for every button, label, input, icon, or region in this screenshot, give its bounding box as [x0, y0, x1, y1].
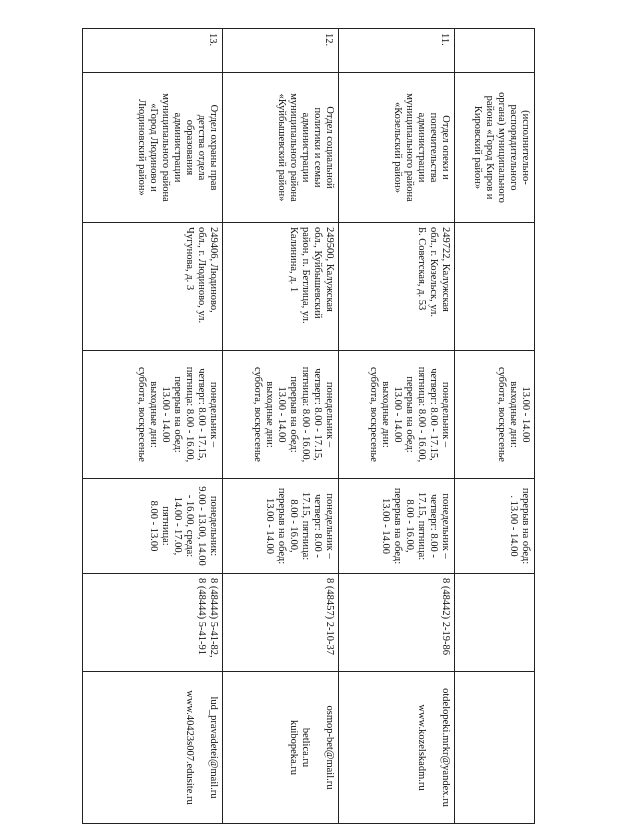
organization-name-line: образования — [184, 119, 195, 176]
working-hours-line: четверг: 8.00 - 17.15, — [196, 368, 207, 461]
cell-address — [83, 223, 223, 351]
working-hours-line: 13.00 - 14.00 — [276, 386, 287, 443]
organization-name-line: Людиновский район» — [136, 99, 147, 196]
email-website-line: www.kozelskadm.ru — [416, 704, 427, 791]
organization-name-line: Кировский район» — [472, 105, 483, 190]
organization-name-line: «Город Людиново и — [148, 103, 159, 192]
working-hours-line: 13.00 - 14.00 — [520, 386, 531, 443]
cell-phone — [223, 574, 339, 672]
working-hours-line: понедельник – — [324, 381, 335, 448]
cell-email-website — [223, 672, 339, 824]
organization-name-line: Отдел опеки и — [440, 115, 451, 180]
cell-reception-hours — [455, 479, 535, 574]
table-row — [223, 29, 339, 824]
reception-hours-line: 8.00 - 13.00 — [148, 500, 159, 552]
reception-hours-line: перерыв на обед: — [392, 487, 403, 565]
reception-hours-line: 17.15, пятница: — [416, 491, 427, 561]
reception-hours-line: . 13.00 - 14.00 — [508, 495, 519, 557]
email-website-line — [311, 676, 323, 819]
cell-organization-name — [223, 73, 339, 223]
working-hours-line: перерыв на обед: — [404, 376, 415, 453]
cell-organization-name — [83, 73, 223, 223]
reception-hours-line: понедельник: — [208, 495, 219, 557]
address-line: обл., Куйбышевский — [312, 227, 323, 319]
reception-hours-line: четверг: 8.00 - — [312, 494, 323, 558]
address-line: Калинина, д. 1 — [288, 227, 299, 293]
reception-hours-line: 13.00 - 14.00 — [264, 498, 275, 554]
email-website-line: kuibopeka.ru — [288, 719, 299, 776]
table-row — [339, 29, 455, 824]
phone-line: 8 (48442) 2-19-86 — [440, 578, 451, 655]
address-line: Чугунова, д. 3 — [184, 227, 195, 291]
organization-name-line: органа) муниципального — [496, 92, 507, 203]
organization-name-line: распорядительного — [508, 104, 519, 191]
working-hours-line: пятница: 8.00 - 16.00, — [184, 366, 195, 463]
working-hours-line: перерыв на обед: — [172, 376, 183, 453]
phone-line: 8 (48444) 5-41-91 — [196, 578, 207, 655]
reception-hours-line: пятница: — [160, 506, 171, 546]
email-website-line: betlica.ru — [300, 727, 311, 768]
row-number-text: 13. — [207, 33, 218, 47]
cell-organization-name — [455, 73, 535, 223]
working-hours-line: пятница: 8.00 - 16.00, — [416, 366, 427, 463]
reception-hours-line: 17.15, пятница: — [300, 491, 311, 561]
cell-row-number — [223, 29, 339, 73]
email-website-line — [195, 676, 207, 819]
reception-hours-line: понедельник – — [324, 493, 335, 559]
working-hours-line: суббота, воскресенье — [368, 367, 379, 462]
address-line: 249722, Калужская — [440, 227, 451, 312]
cell-address — [223, 223, 339, 351]
working-hours-line: выходные дни: — [148, 381, 159, 448]
reception-hours-line: понедельник – — [440, 493, 451, 559]
cell-phone — [339, 574, 455, 672]
cell-phone — [455, 574, 535, 672]
working-hours-line: суббота, воскресенье — [496, 367, 507, 462]
reception-hours-line: перерыв на обед: — [276, 487, 287, 565]
rotated-table-container — [83, 28, 535, 823]
address-line: Б. Советская, д. 53 — [416, 227, 427, 311]
working-hours-line: четверг: 8.00 - 17.15, — [312, 368, 323, 461]
cell-email-website — [83, 672, 223, 824]
organization-name-line: администрации — [416, 112, 427, 183]
organization-name-line: муниципального района — [288, 93, 299, 202]
table-row — [455, 29, 535, 824]
email-website-line: www.40423s007.edusite.ru — [184, 690, 195, 805]
working-hours-line: 13.00 - 14.00 — [392, 386, 403, 443]
cell-working-hours — [455, 351, 535, 479]
email-website-line: otdelopeki.mrkr@yandex.ru — [440, 688, 451, 807]
organization-name-line: муниципального района — [160, 93, 171, 202]
working-hours-line: суббота, воскресенье — [252, 367, 263, 462]
cell-email-website — [455, 672, 535, 824]
cell-working-hours — [223, 351, 339, 479]
reception-hours-line: - 16.00, среда: — [184, 494, 195, 558]
cell-reception-hours — [83, 479, 223, 574]
organization-name-line: попечительства — [428, 112, 439, 183]
cell-row-number — [455, 29, 535, 73]
guardianship-offices-table — [82, 28, 535, 824]
table-row — [83, 29, 223, 824]
address-line: обл., г. Людиново, ул. — [196, 227, 207, 324]
cell-row-number — [339, 29, 455, 73]
organization-name-line: Отдел социальной — [324, 106, 335, 189]
email-website-line: osmop-bet@mail.ru — [324, 705, 335, 790]
working-hours-line: понедельник – — [208, 381, 219, 448]
reception-hours-line: 9.00 - 13.00, 14.00 — [196, 486, 207, 566]
organization-name-line: политики и семьи — [312, 107, 323, 188]
email-website-line — [427, 676, 439, 819]
cell-address — [339, 223, 455, 351]
organization-name-line: муниципального района — [404, 93, 415, 202]
cell-working-hours — [83, 351, 223, 479]
working-hours-line: пятница: 8.00 - 16.00, — [300, 366, 311, 463]
address-line: 249406, Людиново, — [208, 227, 219, 313]
phone-line: 8 (48457) 2-10-37 — [324, 578, 335, 655]
working-hours-line: понедельник – — [440, 381, 451, 448]
address-line: район, п. Бетлица, ул. — [300, 227, 311, 324]
cell-email-website — [339, 672, 455, 824]
reception-hours-line: 8.00 - 16.00, — [404, 499, 415, 553]
working-hours-line: 13.00 - 14.00 — [160, 386, 171, 443]
reception-hours-line: четверг: 8.00 - — [428, 494, 439, 558]
row-number-text: 11. — [439, 33, 450, 46]
reception-hours-line: 8.00 - 16.00, — [288, 499, 299, 553]
address-line: 249500, Калужская — [324, 227, 335, 312]
organization-name-line: «Козельский район» — [392, 101, 403, 194]
email-website-line: lud_pravadetei@mail.ru — [208, 696, 219, 799]
organization-name-line: (исполнительно- — [520, 110, 531, 185]
cell-reception-hours — [339, 479, 455, 574]
cell-row-number — [83, 29, 223, 73]
cell-working-hours — [339, 351, 455, 479]
working-hours-line: перерыв на обед: — [288, 376, 299, 453]
organization-name-line: администрации — [300, 112, 311, 183]
cell-phone — [83, 574, 223, 672]
organization-name-line: «Куйбышевский район» — [276, 93, 287, 202]
organization-name-line: района «Город Киров и — [484, 95, 495, 200]
reception-hours-line: 13.00 - 14.00 — [380, 498, 391, 554]
cell-address — [455, 223, 535, 351]
working-hours-line: четверг: 8.00 - 17.15, — [428, 368, 439, 461]
cell-reception-hours — [223, 479, 339, 574]
working-hours-line: выходные дни: — [264, 381, 275, 448]
reception-hours-line: перерыв на обед: — [520, 487, 531, 565]
cell-organization-name — [339, 73, 455, 223]
working-hours-line: выходные дни: — [508, 381, 519, 448]
organization-name-line: администрации — [172, 112, 183, 183]
address-line: обл., г. Козельск, ул. — [428, 227, 439, 318]
working-hours-line: выходные дни: — [380, 381, 391, 448]
row-number-text: 12. — [323, 33, 334, 47]
phone-line: 8 (48444) 5-41-82, — [208, 578, 219, 658]
reception-hours-line: 14.00 - 17.00, — [172, 496, 183, 556]
organization-name-line: Отдел охраны прав — [208, 104, 219, 191]
working-hours-line: суббота, воскресенье — [136, 367, 147, 462]
organization-name-line: детства отдела — [196, 114, 207, 181]
